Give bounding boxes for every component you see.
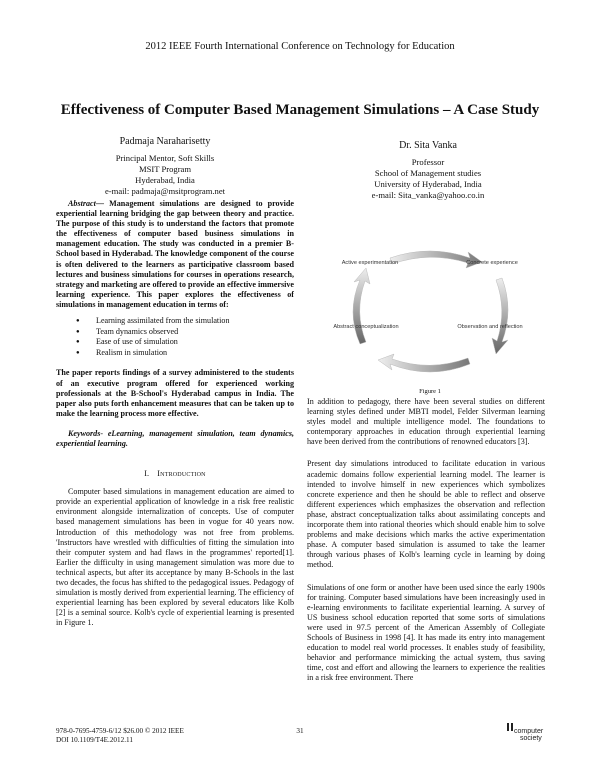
footer-copyright bbox=[56, 727, 184, 745]
author-1-line: MSIT Program bbox=[138, 164, 192, 174]
author-2-name: Dr. Sita Vanka bbox=[399, 140, 457, 151]
list-item: ● Ease of use of simulation bbox=[56, 337, 294, 348]
author-2-line: School of Management studies bbox=[374, 168, 482, 178]
author-2-email: e-mail: Sita_vanka@yahoo.co.in bbox=[371, 190, 485, 200]
list-item: ● Team dynamics observed bbox=[56, 327, 294, 338]
cycle-arrow-left bbox=[353, 268, 370, 344]
right-paragraph: In addition to pedagogy, there have been several studies on different learning styles defined under MBTI model, Felder Silverman learning styles model and multiple intelligence model. The foundations to contemporary approaches in education through experiential learning have been derived from the contributions of renowned educators [3]. bbox=[307, 397, 545, 447]
abstract-findings: The paper reports findings of a survey administered to the students of an executive program offered for experienced working professionals at the B-School's Hyderabad campus in India. The paper also puts forth enhancement measures that can be taken up to make the learning process more effective. bbox=[56, 368, 294, 418]
left-column bbox=[56, 199, 294, 628]
author-1-email: e-mail: padmaja@msitprogram.net bbox=[104, 186, 226, 196]
author-1-line: Principal Mentor, Soft Skills bbox=[115, 153, 215, 163]
figure-label-abstract: Abstract conceptualization bbox=[333, 324, 399, 330]
author-1-line: Hyderabad, India bbox=[135, 175, 195, 185]
logo-text bbox=[514, 728, 543, 742]
logo-line: computer bbox=[514, 728, 544, 735]
list-item: ● Learning assimilated from the simulation bbox=[56, 316, 294, 327]
section-title: Introduction bbox=[157, 469, 206, 479]
figure-label-active: Active experimentation bbox=[341, 260, 399, 266]
intro-paragraph: Computer based simulations in management education are aimed to provide an experiential application of knowledge in a risk free realistic environment alongside internalization of concepts. Use of computer based management simulations has been in vogue for 40 years now. Introduction of this methodology was not free from problems. 'Instructors have wrestled with difficulties of fitting the simulation into their computer system and had flaws in the programmes' reported[1]. Earlier the difficulty in using management simulation was more due to technical aspects, but after its acceptance by many B-Schools in the last two decades, the focus has shifted to the pedagogical issues. Pedagogy of simulation is mostly derived from experiential learning. The efficiency of experiential learning has been explored by several educators like Kolb [2] is a seminal source. Kolb's cycle of experiential learning is presented in Figure 1. bbox=[56, 487, 294, 628]
conference-header: 2012 IEEE Fourth International Conference on Technology for Education bbox=[145, 41, 455, 52]
figure-label-observation: Observation and reflection bbox=[457, 324, 523, 330]
author-1 bbox=[60, 136, 270, 197]
author-2-line: University of Hyderabad, India bbox=[374, 179, 482, 189]
author-2 bbox=[318, 140, 538, 201]
list-item: ● Realism in simulation bbox=[56, 348, 294, 359]
right-paragraph: Present day simulations introduced to facilitate education in various academic domains follow experiential learning model. The learner is intended to involve himself in new experiences which symbolizes concrete experience and then he should be able to reflect and observe different experiences which emphasizes the observation and reflection phase, abstract conceptualization talks about assimilating concepts and incorporate them into rational theories which should enable him to solve problems and make decisions which marks the active experimentation phase. A computer based simulation is assumed to take the learner through various phases of Kolb's learning cycle in learning by doing method. bbox=[307, 459, 545, 570]
abstract bbox=[56, 199, 294, 310]
cycle-arrow-bottom bbox=[378, 354, 470, 372]
section-number: I. bbox=[144, 469, 150, 479]
paper-title: Effectiveness of Computer Based Management Simulations – A Case Study bbox=[60, 102, 540, 118]
keywords: Keywords- eLearning, management simulation, team dynamics, experiential learning. bbox=[56, 428, 294, 448]
logo-line: society bbox=[520, 735, 542, 742]
page-number: 31 bbox=[296, 727, 304, 735]
right-paragraph: Simulations of one form or another have been used since the early 1900s for training. Computer based simulations have been increasingly used in e-learning environments to facilitate experiential learning. A survey of US business school education reported that some sorts of simulations were used in 97.5 percent of the American Assembly of Collegiate Schools of Business in 1998 [4]. It has made its entry into management education to model real world processes. It enables study of feasibility, behavior and performance mimicking the actual system, thus saving time, cost and effort and allowing the learners to experience the realities in a risk free environment. There bbox=[307, 582, 545, 683]
author-1-name: Padmaja Naraharisetty bbox=[119, 136, 211, 147]
kolb-cycle-figure bbox=[330, 244, 530, 384]
abstract-text: — Management simulations are designed to provide experiential learning bridging the gap between theory and practice. The purpose of this study is to understand the factors that promote the effectiveness of computer based business simulations in management education. The study was conducted in a premier B-School based in Hyderabad. The knowledge component of the course is often delivered to the learners as participative classroom based lectures and business simulations for courses in operations research, strategy and marketing are offered to provide an effective immersive learning experience. This paper explores the effectiveness of simulations in management education in terms of: bbox=[56, 199, 294, 309]
cycle-arrow-right bbox=[492, 278, 508, 354]
footer-isbn: 978-0-7695-4759-6/12 $26.00 © 2012 IEEE bbox=[56, 727, 184, 735]
abstract-bullet-list bbox=[56, 316, 294, 358]
footer-doi: DOI 10.1109/T4E.2012.11 bbox=[56, 736, 133, 744]
figure-caption: Figure 1 bbox=[419, 388, 441, 395]
author-2-line: Professor bbox=[411, 157, 445, 167]
figure-label-concrete: Concrete experience bbox=[466, 260, 518, 266]
abstract-label: Abstract bbox=[68, 199, 96, 208]
section-heading bbox=[56, 469, 294, 479]
right-column bbox=[307, 397, 545, 683]
